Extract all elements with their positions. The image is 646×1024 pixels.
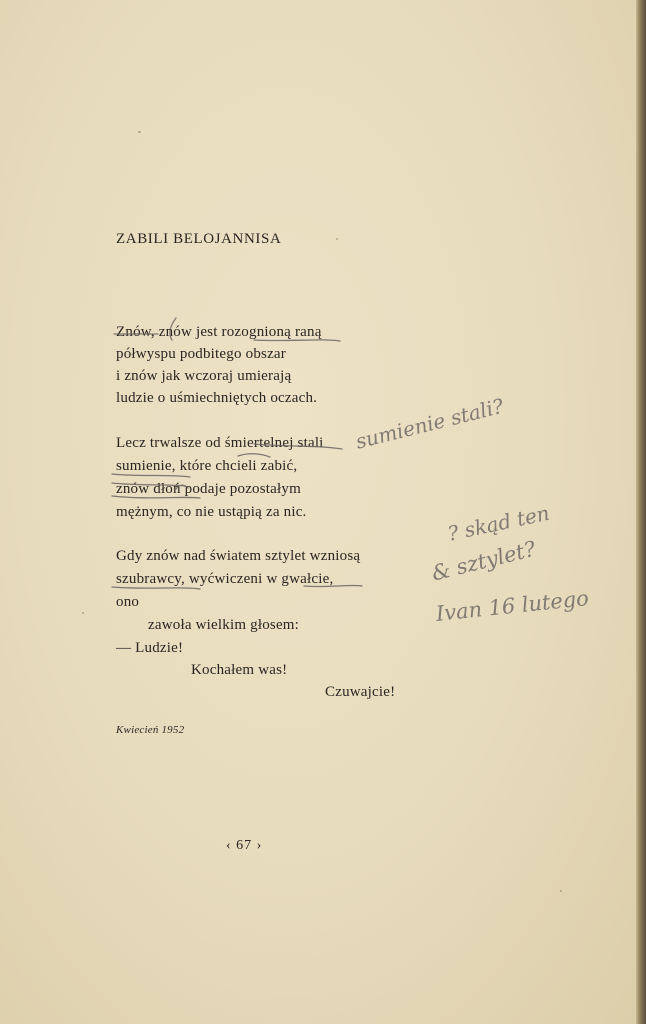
poem-line: znów dłoń podaje pozostałym xyxy=(116,481,301,497)
paper-speck xyxy=(336,238,338,240)
poem-date: Kwiecień 1952 xyxy=(116,724,185,736)
poem-line: Znów, znów jest rozognioną raną xyxy=(116,324,322,340)
underline-mark xyxy=(238,454,270,457)
paper-speck xyxy=(138,131,141,133)
page-number: ‹ 67 › xyxy=(226,838,263,853)
page-edge xyxy=(636,0,646,1024)
poem-line: półwyspu podbitego obszar xyxy=(116,346,286,362)
paper-speck xyxy=(82,612,84,614)
poem-line: szubrawcy, wyćwiczeni w gwałcie, xyxy=(116,571,334,587)
poem-line: sumienie, które chcieli zabić, xyxy=(116,458,298,474)
poem-line: mężnym, co nie ustąpią za nic. xyxy=(116,504,307,520)
margin-note: sumienie stali? xyxy=(353,393,506,454)
poem-line: Kochałem was! xyxy=(191,662,288,678)
poem-line: ono xyxy=(116,594,140,610)
margin-note: & sztylet? xyxy=(429,536,539,586)
paper-speck xyxy=(560,890,562,892)
poem-line: Lecz trwalsze od śmiertelnej stali xyxy=(116,435,324,451)
poem-line: Gdy znów nad światem sztylet wzniosą xyxy=(116,548,361,564)
poem-line: i znów jak wczoraj umierają xyxy=(116,368,292,384)
poem-line: — Ludzie! xyxy=(116,640,184,656)
poem-line: Czuwajcie! xyxy=(325,684,396,700)
poem-line: zawoła wielkim głosem: xyxy=(148,617,300,633)
poem-line: ludzie o uśmiechniętych oczach. xyxy=(116,390,318,406)
margin-note: Ivan 16 lutego xyxy=(434,586,590,626)
margin-note: ? skąd ten xyxy=(445,500,552,546)
poem-title: ZABILI BELOJANNISA xyxy=(116,231,282,247)
